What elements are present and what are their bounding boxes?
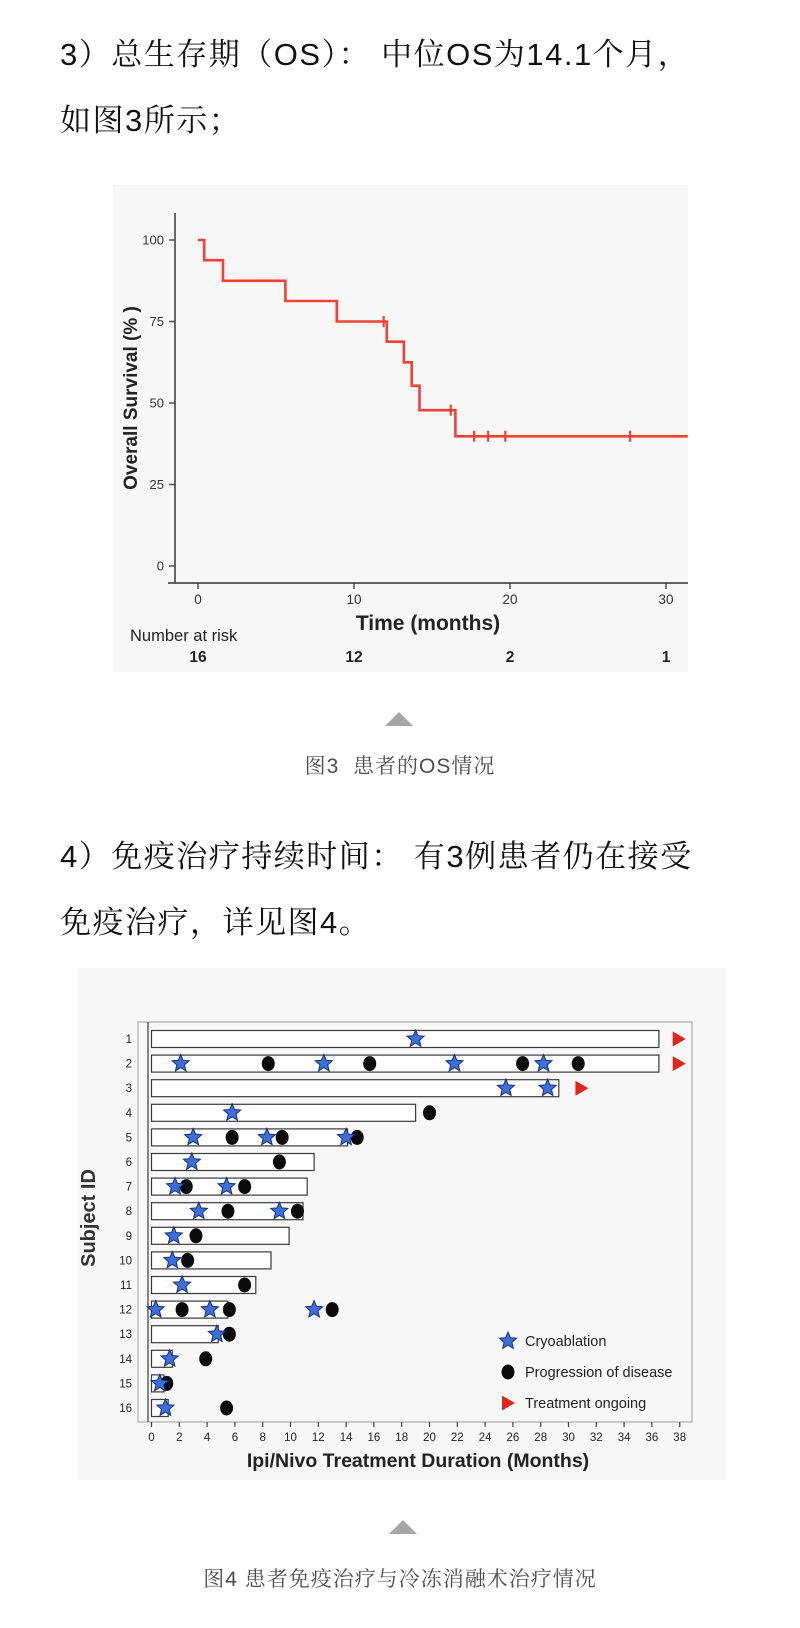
svg-text:100: 100: [142, 232, 164, 248]
svg-text:30: 30: [562, 1432, 575, 1444]
progression-marker: [516, 1056, 529, 1071]
svg-text:30: 30: [658, 592, 674, 607]
progression-marker: [351, 1130, 364, 1145]
progression-marker: [238, 1179, 251, 1194]
km-y-axis-label: Overall Survival (% ): [121, 306, 142, 490]
svg-text:6: 6: [231, 1432, 239, 1444]
swimmer-bar: [152, 1031, 659, 1048]
svg-text:20: 20: [423, 1432, 436, 1444]
ongoing-marker: [673, 1032, 686, 1047]
svg-text:2: 2: [505, 649, 515, 666]
legend-circle-icon: [502, 1365, 515, 1380]
legend-label: Treatment ongoing: [525, 1396, 647, 1412]
svg-text:2: 2: [125, 1058, 132, 1071]
os-km-chart: [113, 185, 688, 672]
swimmer-bar: [152, 1080, 559, 1097]
svg-text:10: 10: [346, 592, 362, 607]
paragraph-os: [60, 22, 750, 154]
svg-text:20: 20: [502, 592, 518, 607]
swimmer-bar: [152, 1301, 228, 1318]
svg-text:50: 50: [149, 395, 164, 411]
progression-marker: [180, 1179, 193, 1194]
swimmer-plot-chart: [78, 968, 726, 1480]
progression-marker: [276, 1130, 289, 1145]
svg-text:0: 0: [194, 592, 202, 607]
paragraph-immunotherapy-line1: 4）免疫治疗持续时间： 有3例患者仍在接受: [60, 839, 693, 874]
svg-text:12: 12: [345, 649, 363, 666]
paragraph-os-line2: 如图3所示；: [60, 103, 242, 138]
progression-marker: [226, 1130, 239, 1145]
ongoing-marker: [673, 1056, 686, 1071]
svg-text:8: 8: [259, 1432, 266, 1444]
cryoablation-marker: [306, 1301, 323, 1317]
paragraph-os-line1: 3）总生存期（OS）： 中位OS为14.1个月，: [60, 37, 691, 72]
progression-marker: [273, 1155, 286, 1170]
svg-text:9: 9: [125, 1230, 132, 1243]
svg-text:15: 15: [119, 1378, 132, 1391]
legend-label: Cryoablation: [525, 1334, 607, 1350]
km-survival-curve: [198, 240, 688, 436]
progression-marker: [223, 1302, 236, 1317]
progression-marker: [363, 1056, 376, 1071]
svg-text:Number at risk: Number at risk: [130, 627, 238, 645]
progression-marker: [181, 1253, 194, 1268]
svg-text:6: 6: [125, 1157, 132, 1169]
progression-marker: [199, 1351, 212, 1366]
svg-text:8: 8: [125, 1206, 132, 1219]
km-x-axis-label: Time (months): [355, 612, 501, 635]
progression-marker: [326, 1302, 339, 1317]
svg-text:12: 12: [119, 1304, 132, 1317]
svg-text:24: 24: [478, 1432, 492, 1444]
svg-text:10: 10: [284, 1432, 297, 1444]
collapse-arrow-icon[interactable]: [389, 1520, 417, 1534]
svg-text:16: 16: [367, 1432, 381, 1444]
svg-text:4: 4: [125, 1107, 132, 1120]
swimmer-bar: [152, 1129, 348, 1146]
svg-text:36: 36: [645, 1432, 659, 1444]
svg-text:7: 7: [125, 1181, 132, 1194]
svg-text:26: 26: [506, 1432, 520, 1444]
svg-text:34: 34: [617, 1432, 631, 1444]
svg-text:28: 28: [534, 1432, 548, 1444]
progression-marker: [423, 1105, 436, 1120]
swimmer-bar: [152, 1154, 315, 1171]
svg-text:14: 14: [339, 1432, 353, 1444]
ongoing-marker: [575, 1081, 588, 1096]
swimmer-legend: [499, 1332, 672, 1412]
progression-marker: [221, 1204, 234, 1219]
swimmer-bar: [152, 1326, 219, 1343]
legend-star-icon: [499, 1332, 516, 1348]
svg-text:4: 4: [203, 1432, 211, 1444]
svg-text:16: 16: [189, 649, 207, 666]
progression-marker: [572, 1056, 585, 1071]
swimmer-bar: [152, 1104, 416, 1121]
svg-text:14: 14: [119, 1353, 132, 1366]
svg-text:1: 1: [661, 649, 671, 666]
svg-text:5: 5: [125, 1132, 132, 1145]
progression-marker: [220, 1401, 233, 1416]
svg-text:10: 10: [119, 1255, 132, 1268]
svg-text:16: 16: [119, 1403, 132, 1415]
svg-text:0: 0: [156, 558, 164, 574]
figure3-os-chart-card: [113, 185, 688, 672]
svg-text:22: 22: [450, 1432, 464, 1444]
svg-text:18: 18: [395, 1432, 409, 1444]
progression-marker: [238, 1278, 251, 1293]
progression-marker: [262, 1056, 275, 1071]
swimmer-x-axis: [148, 1422, 686, 1444]
svg-text:32: 32: [589, 1432, 603, 1444]
figure3-caption: 图3 患者的OS情况: [304, 755, 496, 778]
svg-text:75: 75: [149, 314, 164, 329]
paragraph-immunotherapy-line2: 免疫治疗，详见图4。: [60, 905, 372, 940]
paragraph-immunotherapy: [60, 824, 750, 956]
svg-text:0: 0: [148, 1432, 155, 1444]
svg-text:1: 1: [125, 1034, 132, 1046]
svg-text:2: 2: [176, 1432, 183, 1444]
svg-text:25: 25: [149, 477, 164, 492]
legend-triangle-icon: [502, 1396, 515, 1411]
swimmer-x-axis-label: Ipi/Nivo Treatment Duration (Months): [246, 1450, 590, 1472]
figure4-swimmer-chart-card: [78, 968, 726, 1480]
svg-text:3: 3: [125, 1083, 132, 1096]
svg-text:38: 38: [673, 1432, 687, 1444]
svg-text:13: 13: [119, 1329, 132, 1342]
swimmer-y-axis-label: Subject ID: [78, 1169, 100, 1267]
progression-marker: [176, 1302, 189, 1317]
progression-marker: [189, 1228, 202, 1243]
figure4-caption: 图4 患者免疫治疗与冷冻消融术治疗情况: [203, 1568, 597, 1591]
km-censor-marks: [384, 316, 630, 442]
legend-label: Progression of disease: [525, 1365, 673, 1381]
svg-text:12: 12: [311, 1432, 325, 1444]
collapse-arrow-icon[interactable]: [385, 712, 413, 726]
svg-text:11: 11: [120, 1280, 132, 1292]
progression-marker: [223, 1327, 236, 1342]
progression-marker: [291, 1204, 304, 1219]
